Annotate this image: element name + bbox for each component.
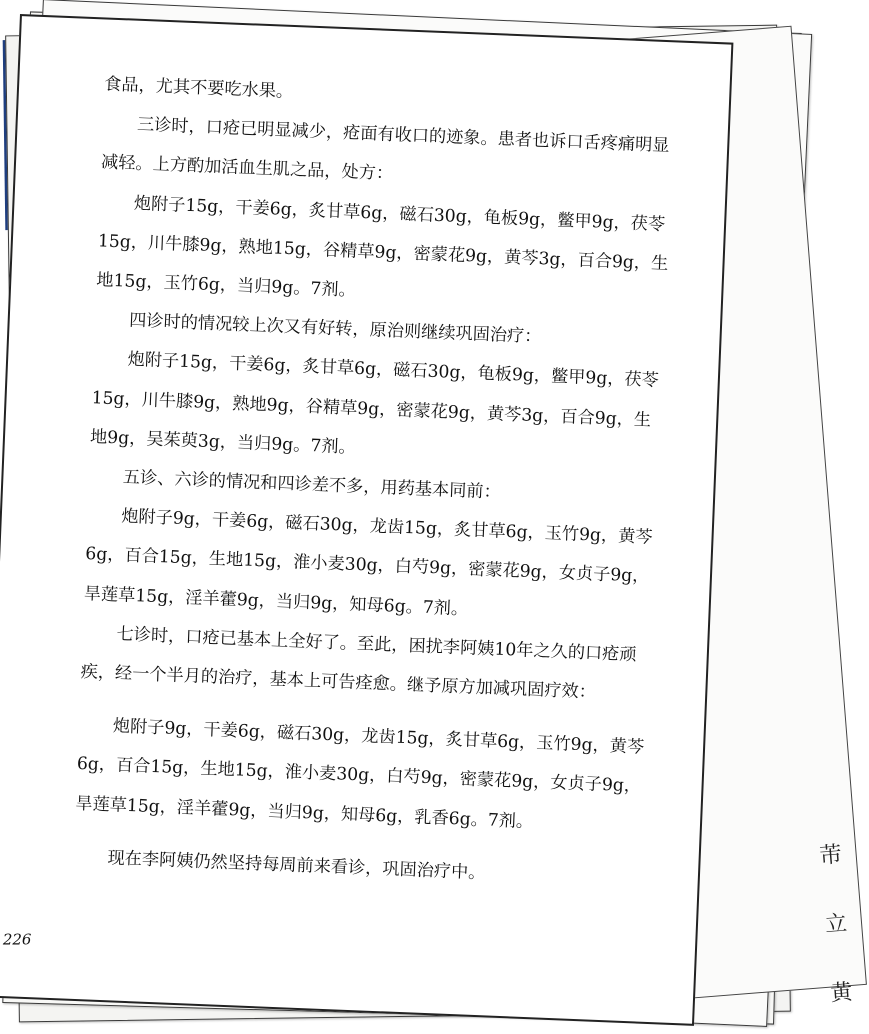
paragraph-1: 食品，尤其不要吃水果。 xyxy=(103,74,294,103)
page-body-text xyxy=(72,65,679,899)
under-page-glyph: 黄 xyxy=(829,979,854,1007)
paragraph-current-status: 现在李阿姨仍然坚持每周前来看诊，巩固治疗中。 xyxy=(107,848,486,884)
under-page-glyphs xyxy=(818,837,853,1007)
paragraph-fourth-visit: 四诊时的情况较上次又有好转，原治则继续巩固治疗： xyxy=(128,310,542,348)
prescription-third-visit: 炮附子15g，干姜6g，炙甘草6g，磁石30g，龟板9g，鳖甲9g，茯苓15g，川牛膝9g，熟地15g，谷精草9g，密蒙花9g，黄芩3g，百合9g，生地15g，玉竹6g，当归9g。7剂。 xyxy=(95,193,669,301)
under-page-glyph: 立 xyxy=(824,911,849,938)
prescription-fourth-visit: 炮附子15g，干姜6g，炙甘草6g，磁石30g，龟板9g，鳖甲9g，茯苓15g，川牛膝9g，熟地9g，谷精草9g，密蒙花9g，黄芩3g，百合9g，生地9g，吴茱萸3g，当归9g。7剂。 xyxy=(89,350,660,458)
prescription-fifth-sixth-visit: 炮附子9g，干姜6g，磁石30g，龙齿15g，炙甘草6g，玉竹9g，黄芩6g，百合15g，生地15g，淮小麦30g，白芍9g，密蒙花9g，女贞子9g，旱莲草15g，淫羊藿9g，当归9g，知母6g。7剂。 xyxy=(83,506,653,620)
paragraph-fifth-sixth-visit: 五诊、六诊的情况和四诊差不多，用药基本同前： xyxy=(122,467,502,503)
under-page-glyph: 芾 xyxy=(818,842,843,870)
page-number: 226 xyxy=(2,930,32,949)
paragraph-seventh-visit: 七诊时，口疮已基本上全好了。至此，困扰李阿姨10年之久的口疮顽疾，经一个半月的治疗，基本上可告痊愈。继予原方加减巩固疗效： xyxy=(80,624,637,703)
paragraph-third-visit: 三诊时，口疮已明显减少，疮面有收口的迹象。患者也诉口舌疼痛明显减轻。上方酌加活血生肌之品，处方： xyxy=(100,114,670,185)
prescription-seventh-visit: 炮附子9g，干姜6g，磁石30g，龙齿15g，炙甘草6g，玉竹9g，黄芩6g，百合15g，生地15g，淮小麦30g，白芍9g，密蒙花9g，女贞子9g，旱莲草15g，淫羊藿9g，当归9g，知母6g，乳香6g。7剂。 xyxy=(74,716,645,832)
book-page xyxy=(0,14,733,1026)
